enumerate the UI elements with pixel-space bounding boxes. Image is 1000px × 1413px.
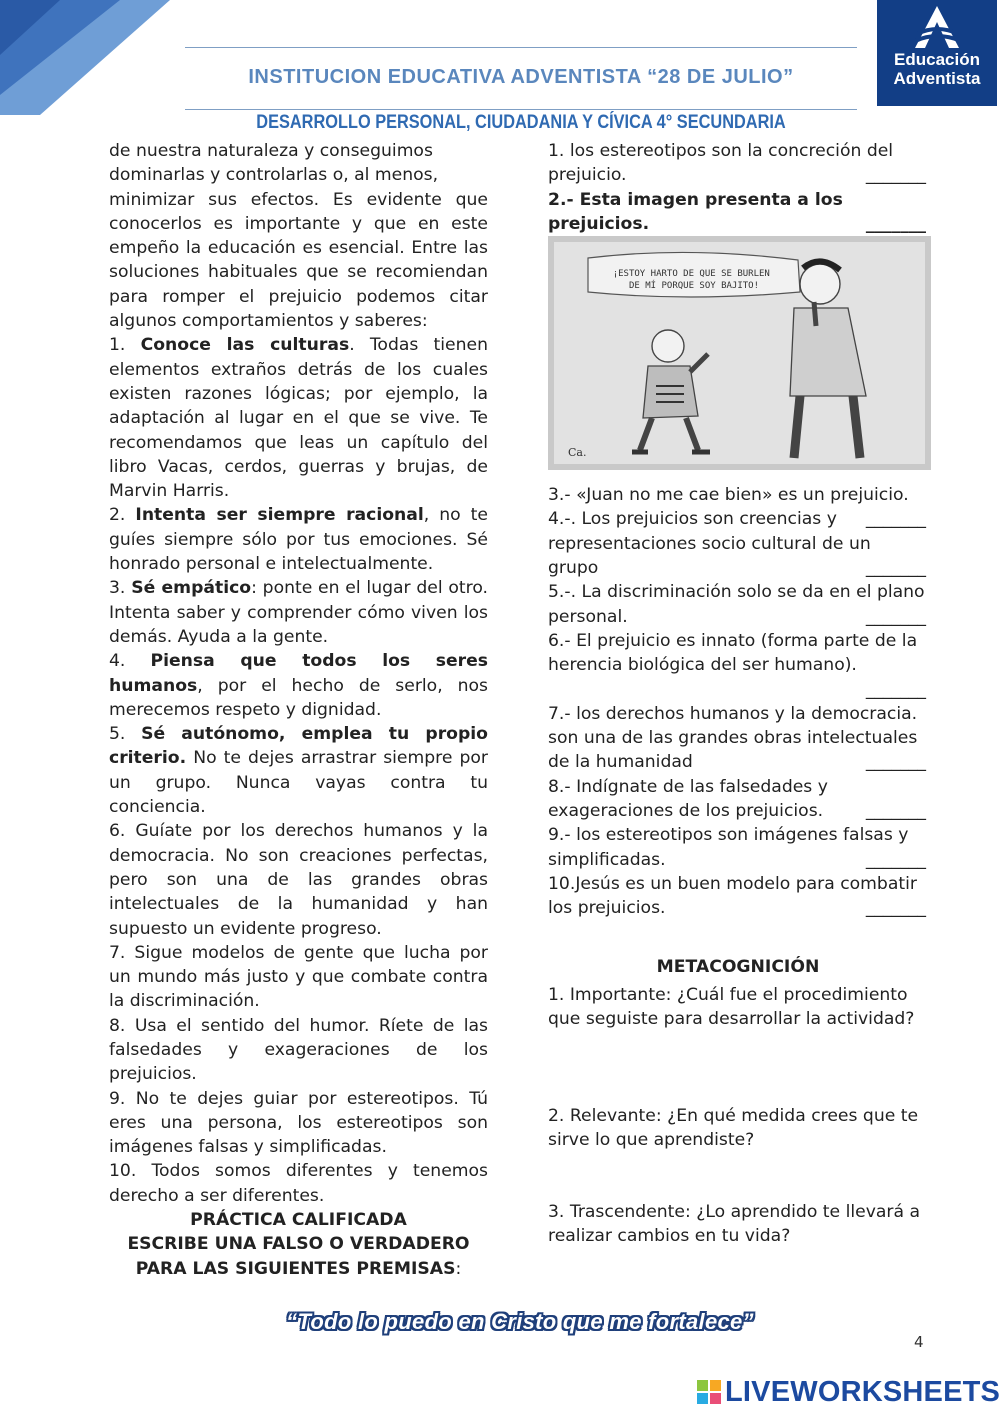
page-number: 4	[914, 1333, 924, 1351]
recommendation-item: 1. Conoce las culturas. Todas tienen elementos extraños detrás de los cuales existen razones lógicas; por ejemplo, la adaptación al lugar en el que se vive. Te recomendamos que leas un capítulo del libro Vacas, cerdos, guerras y brujas, de Marvin Harris.	[109, 335, 488, 502]
motto-banner: “Todo lo puedo en Cristo que me fortalece”	[286, 1309, 754, 1334]
liveworksheets-icon	[697, 1380, 721, 1404]
corner-decoration	[0, 0, 170, 115]
recommendation-item: 4. Piensa que todos los seres humanos, por el hecho de serlo, nos merecemos respeto y dignidad.	[109, 651, 489, 720]
logo-text-line2: Adventista	[893, 69, 981, 88]
metacognition-question-2: 2. Relevante: ¿En qué medida crees que te sirve lo que aprendiste?	[548, 1106, 919, 1151]
cartoon-speech: ¡ESTOY HARTO DE QUE SE BURLEN DE MÍ PORQUE SOY BAJITO!	[612, 269, 770, 291]
answer-blank[interactable]: _______	[865, 801, 926, 822]
answer-blank[interactable]: _______	[865, 509, 926, 530]
statement-1: 1. los estereotipos son la concreción del prejuicio. _______	[548, 139, 926, 188]
header-rule-top	[185, 47, 857, 48]
answer-blank[interactable]: _______	[865, 679, 926, 700]
metacognition-question-1: 1. Importante: ¿Cuál fue el procedimiento que seguiste para desarrollar la actividad?	[548, 985, 915, 1030]
intro-paragraph-2: minimizar sus efectos. Es evidente que conocerlos es importante y que en este empeño la educación es esencial. Entre las soluciones habituales que se recomiendan para romper el prejuicio podemos citar algunos comportamientos y saberes:	[109, 189, 488, 332]
recommendation-item: 7. Sigue modelos de gente que lucha por un mundo más justo y que combate contra la discriminación.	[109, 942, 489, 1012]
recommendation-item: 8. Usa el sentido del humor. Ríete de las falsedades y exageraciones de los prejuicios.	[109, 1015, 488, 1085]
institution-name: INSTITUCION EDUCATIVA ADVENTISTA “28 DE JULIO”	[248, 66, 794, 88]
answer-blank[interactable]: _______	[865, 213, 926, 234]
statement-5: 5.-. La discriminación solo se da en el plano personal. _______	[548, 580, 926, 629]
subject-title: DESARROLLO PERSONAL, CIUDADANIA Y CÍVICA 4° SECUNDARIA	[256, 112, 786, 133]
liveworksheets-brand	[697, 1375, 1000, 1409]
answer-blank[interactable]: _______	[865, 849, 926, 870]
cartoon-signature: Ca.	[568, 446, 587, 459]
statement-2: 2.- Esta imagen presenta a los prejuicios. _______	[548, 188, 926, 237]
recommendation-item: 9. No te dejes guiar por estereotipos. Tú eres una persona, los estereotipos son imágenes falsas y simplificadas.	[109, 1088, 488, 1158]
logo-a-icon	[911, 4, 963, 50]
answer-blank[interactable]: _______	[865, 165, 926, 186]
recommendation-item: 2. Intenta ser siempre racional, no te guíes siempre sólo por tus emociones. Sé honrado personal e intelectualmente.	[109, 505, 488, 575]
statement-10: 10.Jesús es un buen modelo para combatir los prejuicios. _______	[548, 872, 926, 921]
prejudice-cartoon	[548, 236, 931, 470]
statement-7: 7.- los derechos humanos y la democracia. son una de las grandes obras intelectuales de la humanidad _______	[548, 702, 926, 775]
adventist-logo	[877, 0, 997, 106]
statement-6: 6.- El prejuicio es innato (forma parte de la herencia biológica del ser humano). _______	[548, 629, 926, 702]
left-column	[109, 139, 488, 1281]
header-rule-bottom	[185, 109, 857, 110]
statement-4: 4.-. Los prejuicios son creencias y representaciones socio cultural de un grupo _______	[548, 507, 926, 580]
metacognition-question-3: 3. Trascendente: ¿Lo aprendido te llevará a realizar cambios en tu vida?	[548, 1202, 920, 1247]
answer-blank[interactable]: _______	[865, 898, 926, 919]
answer-blank[interactable]: _______	[865, 558, 926, 579]
statement-3: 3.- «Juan no me cae bien» es un prejuicio. _______	[548, 483, 926, 507]
logo-text-line1: Educación	[894, 50, 980, 69]
recommendation-item: 10. Todos somos diferentes y tenemos derecho a ser diferentes.	[109, 1161, 488, 1206]
recommendation-item: 6. Guíate por los derechos humanos y la democracia. No son creaciones perfectas, pero son una de las grandes obras intelectuales de la humanidad y han supuesto un evidente progreso.	[109, 821, 488, 939]
recommendation-item: 3. Sé empático: ponte en el lugar del otro. Intenta saber y comprender cómo viven los demás. Ayuda a la gente.	[109, 578, 489, 647]
statement-8: 8.- Indígnate de las falsedades y exageraciones de los prejuicios. _______	[548, 775, 926, 824]
liveworksheets-text: LIVEWORKSHEETS	[725, 1375, 1000, 1408]
practice-heading: PRÁCTICA CALIFICADA ESCRIBE UNA FALSO O VERDADERO PARA LAS SIGUIENTES PREMISAS:	[127, 1210, 470, 1279]
answer-blank[interactable]: _______	[865, 606, 926, 627]
answer-blank[interactable]: _______	[865, 752, 926, 773]
metacognition-title: METACOGNICIÓN	[656, 957, 820, 977]
recommendation-item: 5. Sé autónomo, emplea tu propio criterio. No te dejes arrastrar siempre por un grupo. Nunca vayas contra tu conciencia.	[109, 724, 488, 818]
statement-9: 9.- los estereotipos son imágenes falsas y simplificadas. _______	[548, 823, 926, 872]
intro-paragraph-1: de nuestra naturaleza y conseguimos dominarlas y controlarlas o, al menos,	[109, 141, 439, 186]
